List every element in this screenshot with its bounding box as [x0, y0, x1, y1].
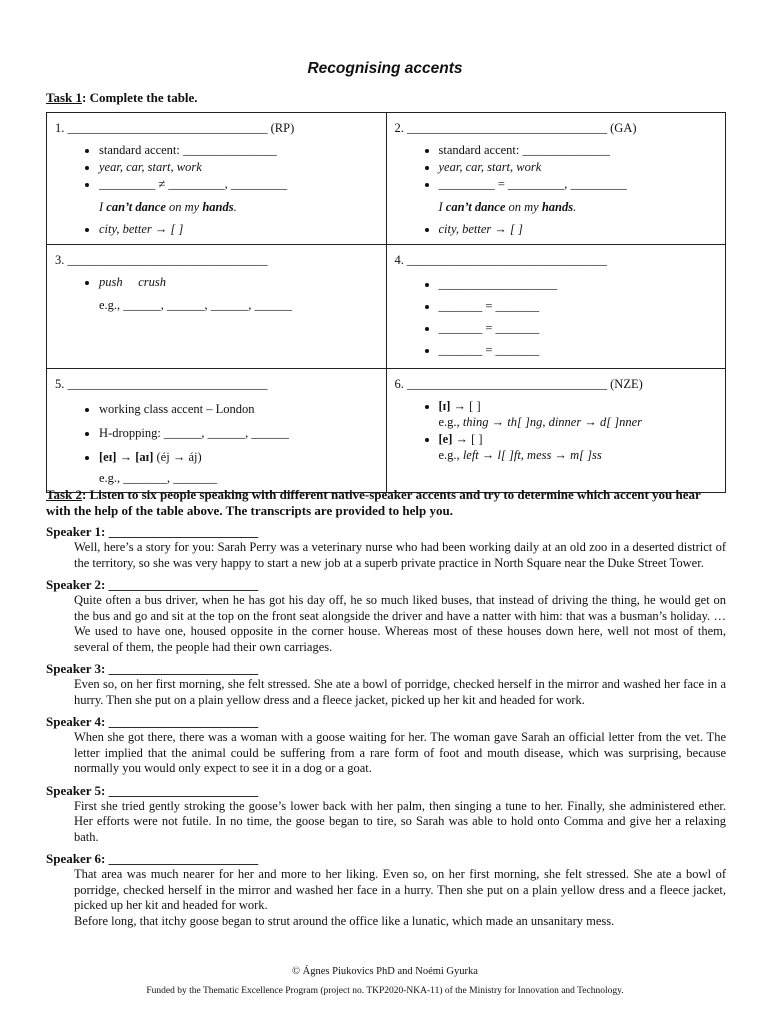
cell-1-bullet-contrast: • _________ ≠ _________, _________: [99, 176, 378, 192]
page-title: Recognising accents: [307, 60, 463, 77]
cell-6-bullet-1: • [ɪ] → [ ] e.g., thing → th[ ]ng, dinner → d[ ]nner: [439, 398, 718, 430]
footer-funding: Funded by the Thematic Excellence Program (project no. TKP2020-NKA-11) of the Ministry for Innovation and Technology.: [146, 986, 624, 996]
speaker-transcript: Even so, on her first morning, she felt stressed. She ate a bowl of porridge, checked herself in the mirror and washed her face in a hurry. Then she put on a plain yellow dress and a fleece jacket, picked up her kit and headed for work.: [74, 677, 726, 707]
speaker-label: Speaker 3: _______________________: [46, 661, 259, 676]
speaker-transcript: When she got there, there was a woman with a goose waiting for her. The woman gave Sarah an official letter from the vet. The letter implied that the animal could be suffering from a rare form of foot and mouth disease, which was surprising, because normally you would only expect to see it in a dog or a goat.: [74, 730, 726, 775]
speaker-label: Speaker 4: _______________________: [46, 714, 259, 729]
table-cell-6: [386, 369, 726, 493]
cell-3-heading: 3. ________________________________: [55, 253, 268, 267]
cell-4-bullet-3: • _______ = _______: [439, 318, 718, 339]
cell-2-bullet-city: • city, better → [ ]: [439, 221, 718, 237]
cell-3-examples: e.g., ______, ______, ______, ______: [99, 298, 293, 312]
cell-1-sentence: I can’t dance on my hands.: [99, 200, 237, 214]
cell-6-heading: 6. ________________________________ (NZE): [394, 377, 643, 391]
cell-6-bullet-2: • [e] → [ ] e.g., left → l[ ]ft, mess → m[ ]ss: [439, 431, 718, 463]
cell-3-bullet-words: • push crush: [99, 274, 378, 290]
task1-instruction: [46, 90, 198, 106]
cell-4-heading: 4. ________________________________: [394, 253, 607, 267]
speaker-label: Speaker 5: _______________________: [46, 782, 259, 798]
speaker-transcripts: [46, 524, 726, 935]
speaker-block: [46, 714, 726, 777]
speaker-transcript: Well, here’s a story for you: Sarah Perry was a veterinary nurse who had been working daily at an old zoo in a deserted district of the territory, so she was very happy to start a new job at a superb private practice in North Square near the Duke Street Tower.: [74, 540, 726, 570]
speaker-block: [46, 851, 726, 929]
cell-5-heading: 5. ________________________________: [55, 377, 268, 391]
cell-2-sentence: I can’t dance on my hands.: [438, 200, 577, 214]
cell-4-bullet-2: • _______ = _______: [439, 296, 718, 317]
task1-label: Task 1: [46, 90, 83, 105]
cell-4-bullet-4: • _______ = _______: [439, 340, 718, 361]
cell-2-heading: 2. ________________________________ (GA): [394, 121, 637, 135]
task1-text: : Complete the table.: [82, 90, 198, 105]
speaker-block: [46, 661, 726, 708]
table-cell-5: [47, 369, 387, 493]
speaker-transcript: First she tried gently stroking the goose’s lower back with her palm, then singing a tune to her. Finally, she administered ether. Her efforts were not futile. In no time, the goose began to tire, so Sarah was able to hold onto Comma and give her a relaxing bath.: [74, 798, 726, 844]
table-cell-3: [47, 245, 387, 369]
accents-table: [46, 112, 726, 493]
cell-1-bullet-standard: • standard accent: _______________: [99, 142, 378, 158]
cell-1-heading: 1. ________________________________ (RP): [55, 121, 295, 135]
cell-2-bullet-words: • year, car, start, work: [439, 159, 718, 175]
speaker-label: Speaker 1: _______________________: [46, 524, 259, 539]
cell-5-examples: e.g., _______, _______: [99, 471, 218, 485]
speaker-label: Speaker 6: _______________________: [46, 851, 259, 866]
speaker-block: [46, 783, 726, 846]
speaker-transcript: Quite often a bus driver, when he has got his day off, he so much liked buses, that instead of driving the thing, he would get on the bus and go and sit at the top on the front seat alongside the driver and have a natter with him: that was a busman’s holiday. …We used to have one, housed opposite in the corner house. Whereas most of these houses down here, well not most of them, several of them, the people had their own carriages.: [74, 593, 726, 654]
task2-instruction: [46, 487, 726, 519]
cell-1-bullet-words: • year, car, start, work: [99, 159, 378, 175]
speaker-block: [46, 577, 726, 655]
footer-credit: © Ágnes Piukovics PhD and Noémi Gyurka: [292, 966, 478, 977]
cell-5-bullet-3: • [eɪ] → [aɪ] (éj → áj): [99, 446, 378, 469]
table-cell-2: [386, 113, 726, 245]
table-cell-1: [47, 113, 387, 245]
cell-5-bullet-2: • H-dropping: ______, ______, ______: [99, 422, 378, 445]
cell-5-bullet-1: • working class accent – London: [99, 398, 378, 421]
cell-4-bullet-1: • ___________________: [439, 274, 718, 295]
speaker-block: [46, 524, 726, 571]
speaker-transcript: That area was much nearer for her and more to her liking. Even so, on her first morning, she felt stressed. She ate a bowl of porridge, checked herself in the mirror and washed her face in a hurry. Then she put on a plain yellow dress and a fleece jacket, picked up her kit and headed for work. Before long, that itchy goose began to strut around the office like a lunatic, which made an unsanitary mess.: [74, 867, 726, 928]
task2-text: : Listen to six people speaking with different native-speaker accents and try to determine which accent you hear with the help of the table above. The transcripts are provided to help you.: [46, 487, 701, 518]
cell-2-bullet-standard: • standard accent: ______________: [439, 142, 718, 158]
task2-label: Task 2: [46, 487, 83, 502]
cell-2-bullet-contrast: • _________ = _________, _________: [439, 176, 718, 192]
speaker-label: Speaker 2: _______________________: [46, 577, 259, 592]
cell-1-bullet-city: • city, better → [ ]: [99, 221, 378, 237]
table-cell-4: [386, 245, 726, 369]
